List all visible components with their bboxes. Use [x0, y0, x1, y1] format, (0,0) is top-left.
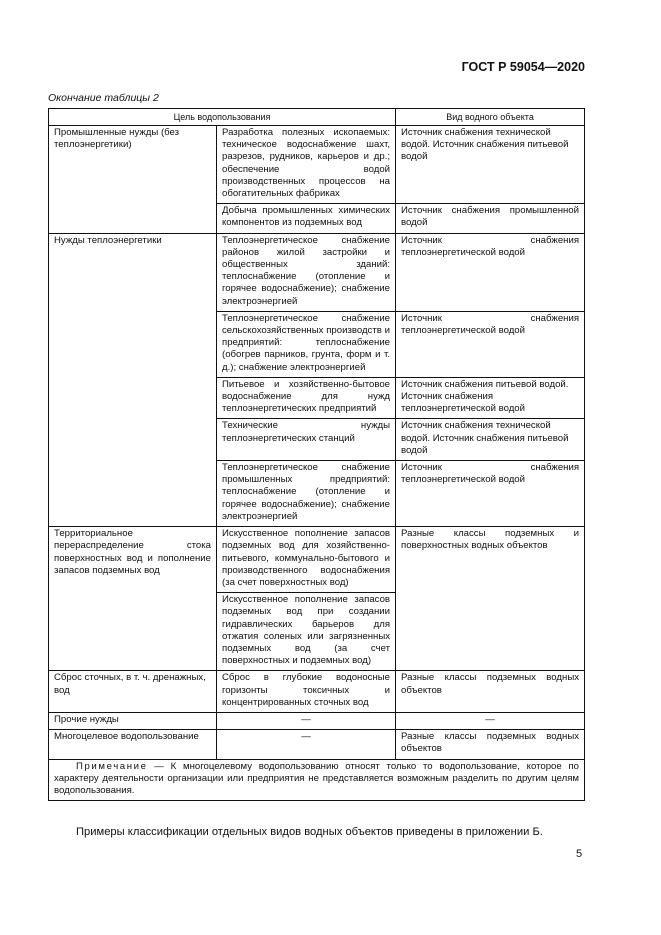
table-row: [49, 730, 585, 759]
table-row: [49, 527, 585, 593]
purpose-cell: Разработка полезных ископаемых: техническое водоснабжение шахт, разрезов, рудников, карьеров и др.; обеспечение водой производственных процессов на обогатительных фабриках: [217, 126, 396, 204]
purpose-cell: Искусственное пополнение запасов подземных вод при создании гидравлических барьеров для отжатия соленых или загрязненных подземных вод (за счет поверхностных и подземных вод): [217, 593, 396, 671]
object-cell: Источник снабжения технической водой. Источник снабжения питьевой водой: [396, 126, 585, 204]
category-cell: Нужды теплоэнергетики: [49, 233, 217, 526]
object-cell: Источник снабжения теплоэнергетической водой: [396, 461, 585, 527]
purpose-cell: Добыча промышленных химических компонентов из подземных вод: [217, 204, 396, 233]
object-cell: Источник снабжения теплоэнергетической водой: [396, 233, 585, 311]
category-cell: Сброс сточных, в т. ч. дренажных, вод: [49, 671, 217, 713]
purpose-cell: Теплоэнергетическое снабжение сельскохозяйственных производств и предприятий: теплоснабжение (обогрев парников, грунта, форм и т. д.); снабжение электроэнергией: [217, 311, 396, 377]
object-cell: Разные классы подземных и поверхностных водных объектов: [396, 527, 585, 671]
purpose-cell: Технические нужды теплоэнергетических станций: [217, 419, 396, 461]
table-row: [49, 126, 585, 204]
column-header-purpose: Цель водопользования: [49, 109, 396, 126]
purpose-cell: Теплоэнергетическое снабжение промышленных предприятий: теплоснабжение (отопление и горячее водоснабжение); снабжение электроэнергией: [217, 461, 396, 527]
page-number: 5: [576, 848, 583, 860]
table-header-row: [49, 109, 585, 126]
purpose-cell: —: [217, 730, 396, 759]
object-cell: Разные классы подземных водных объектов: [396, 671, 585, 713]
standard-number: ГОСТ Р 59054—2020: [461, 60, 585, 74]
purpose-cell: Сброс в глубокие водоносные горизонты токсичных и концентрированных сточных вод: [217, 671, 396, 713]
object-cell: Источник снабжения питьевой водой. Источник снабжения теплоэнергетической водой: [396, 377, 585, 419]
table-row: [49, 712, 585, 729]
purpose-cell: Питьевое и хозяйственно-бытовое водоснабжение для нужд теплоэнергетических предприятий: [217, 377, 396, 419]
object-cell: —: [396, 712, 585, 729]
water-use-table: [48, 108, 585, 801]
object-cell: Разные классы подземных водных объектов: [396, 730, 585, 759]
annex-reference-paragraph: Примеры классификации отдельных видов водных объектов приведены в приложении Б.: [76, 826, 543, 838]
category-cell: Прочие нужды: [49, 712, 217, 729]
purpose-cell: Искусственное пополнение запасов подземных вод для хозяйственно-питьевого, коммунально-бытового и производственного водоснабжения (за счет поверхностных вод): [217, 527, 396, 593]
note-dash: —: [147, 760, 171, 772]
object-cell: Источник снабжения промышленной водой: [396, 204, 585, 233]
category-cell: Территориальное перераспределение стока поверхностных вод и пополнение запасов подземных вод: [49, 527, 217, 671]
note-text: К многоцелевому водопользованию относят только то водопользование, которое по характеру деятельности организации или предприятия не представляется возможным разделить по другим целям водопользования.: [54, 760, 580, 796]
table-note: [49, 759, 585, 801]
table-row: [49, 233, 585, 311]
object-cell: Источник снабжения технической водой. Источник снабжения питьевой водой: [396, 419, 585, 461]
purpose-cell: Теплоэнергетическое снабжение районов жилой застройки и общественных зданий: теплоснабжение (отопление и горячее водоснабжение); снабжение электроэнергией: [217, 233, 396, 311]
category-cell: Промышленные нужды (без теплоэнергетики): [49, 126, 217, 234]
note-label: Примечание: [76, 760, 148, 772]
column-header-object: Вид водного объекта: [396, 109, 585, 126]
object-cell: Источник снабжения теплоэнергетической водой: [396, 311, 585, 377]
table-continuation-caption: Окончание таблицы 2: [48, 92, 159, 104]
table-row: [49, 671, 585, 713]
category-cell: Многоцелевое водопользование: [49, 730, 217, 759]
table-note-row: [49, 759, 585, 801]
purpose-cell: —: [217, 712, 396, 729]
